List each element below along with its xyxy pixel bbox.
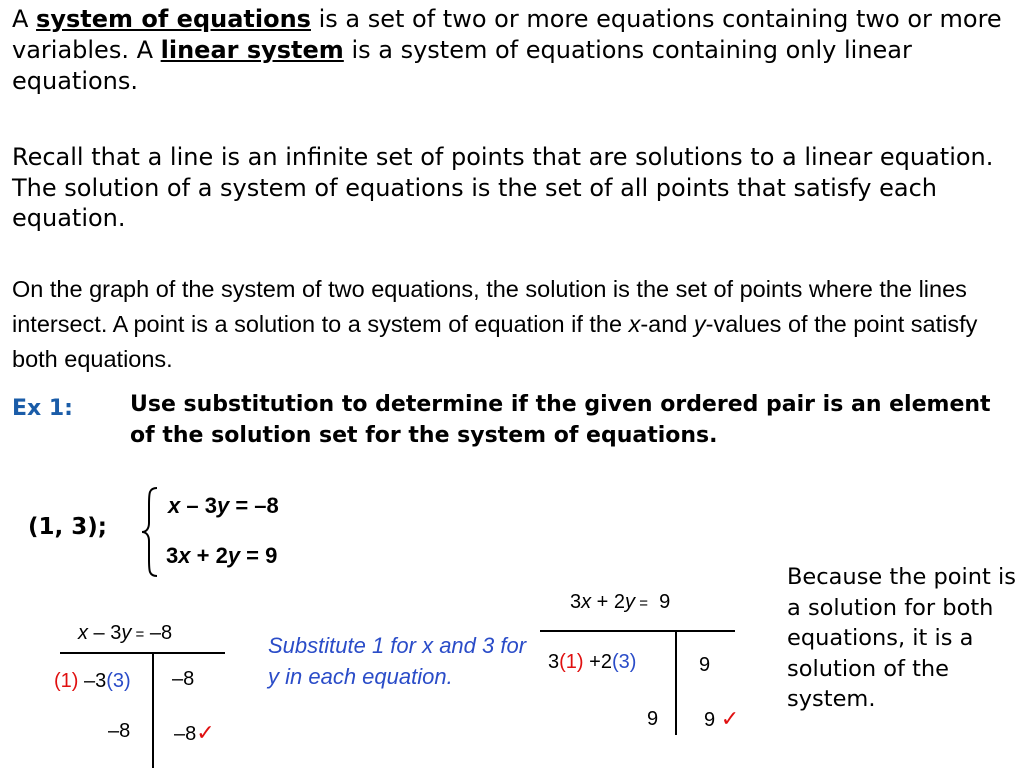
- var-y: y: [693, 311, 706, 337]
- equals-sign: =: [131, 626, 145, 643]
- text-run: –8: [174, 723, 197, 745]
- text-run: On the graph of the system of two equations, the solution is the set of points where the lines intersect. A point is a solution to a system of equation if the: [12, 276, 967, 337]
- ordered-pair: (1, 3);: [28, 514, 107, 540]
- text-run: 3: [166, 543, 179, 568]
- text-run: = –8: [229, 493, 279, 518]
- term-linear-system: linear system: [160, 36, 344, 64]
- text-run: -values of the point satisfy both equations.: [12, 311, 978, 372]
- text-run: – 3: [88, 622, 122, 644]
- text-run: = 9: [240, 543, 278, 568]
- equation-1: [168, 493, 279, 519]
- check2-header: [570, 591, 670, 614]
- var-x: x: [178, 543, 191, 568]
- text-run: + 2: [591, 591, 626, 613]
- equation-2: [166, 543, 277, 569]
- var-x: x: [581, 591, 592, 613]
- substituted-x: (1): [54, 670, 79, 692]
- recall-paragraph: Recall that a line is an infinite set of points that are solutions to a linear equation. The solution of a system of equations is the set of all points that satisfy each equation.: [12, 143, 994, 232]
- text-run: +2: [583, 651, 612, 673]
- check1-row1-lhs: [54, 670, 131, 693]
- var-y: y: [216, 493, 230, 518]
- var-x: x: [78, 622, 88, 644]
- text-run: –8: [149, 622, 173, 644]
- check1-row2-lhs: –8: [108, 720, 131, 742]
- text-run: + 2: [190, 543, 228, 568]
- var-y: y: [121, 622, 132, 644]
- table2-hline: [540, 630, 735, 632]
- text-run: is a system of equations containing only linear equations.: [12, 36, 912, 95]
- text-run: is a set of two or more equations containing two or more variables. A: [12, 5, 1002, 64]
- check1-row2-rhs: [174, 720, 215, 746]
- substituted-y: (3): [611, 651, 637, 673]
- checkmark-icon: ✓: [196, 720, 215, 745]
- text-run: -and: [640, 311, 694, 337]
- text-run: 3: [548, 651, 560, 673]
- term-system-of-equations: system of equations: [36, 5, 311, 33]
- text-run: – 3: [180, 493, 217, 518]
- check2-row1-lhs: [548, 651, 636, 674]
- check2-row1-rhs: 9: [699, 654, 711, 676]
- graph-paragraph: [12, 272, 1017, 377]
- conclusion-text: Because the point is a solution for both equations, it is a solution of the system.: [787, 564, 1016, 713]
- text-run: 9: [659, 591, 671, 613]
- check1-row1-rhs: –8: [172, 668, 195, 690]
- equals-sign: =: [635, 595, 648, 612]
- check2-row2-rhs: [704, 706, 739, 732]
- substituted-x: (1): [559, 651, 584, 673]
- table1-hline: [60, 652, 225, 654]
- check2-row2-lhs: 9: [647, 708, 659, 730]
- definition-paragraph: [12, 4, 1017, 97]
- table2-vline: [675, 630, 677, 735]
- substitution-hint: Substitute 1 for x and 3 for y in each equation.: [268, 633, 527, 689]
- checkmark-icon: ✓: [720, 706, 740, 731]
- example-instruction: Use substitution to determine if the given ordered pair is an element of the solution set for the system of equations.: [130, 392, 991, 448]
- var-x: x: [628, 311, 641, 337]
- var-y: y: [227, 543, 241, 568]
- text-run: 3: [570, 591, 582, 613]
- brace-icon: [140, 485, 162, 579]
- text-run: –3: [78, 670, 107, 692]
- example-label: Ex 1:: [12, 396, 73, 421]
- substituted-y: (3): [106, 670, 131, 692]
- var-y: y: [625, 591, 636, 613]
- table1-vline: [152, 652, 154, 768]
- check1-header: [78, 622, 172, 645]
- var-x: x: [168, 493, 181, 518]
- text-run: 9: [704, 709, 716, 731]
- text-run: A: [12, 5, 37, 33]
